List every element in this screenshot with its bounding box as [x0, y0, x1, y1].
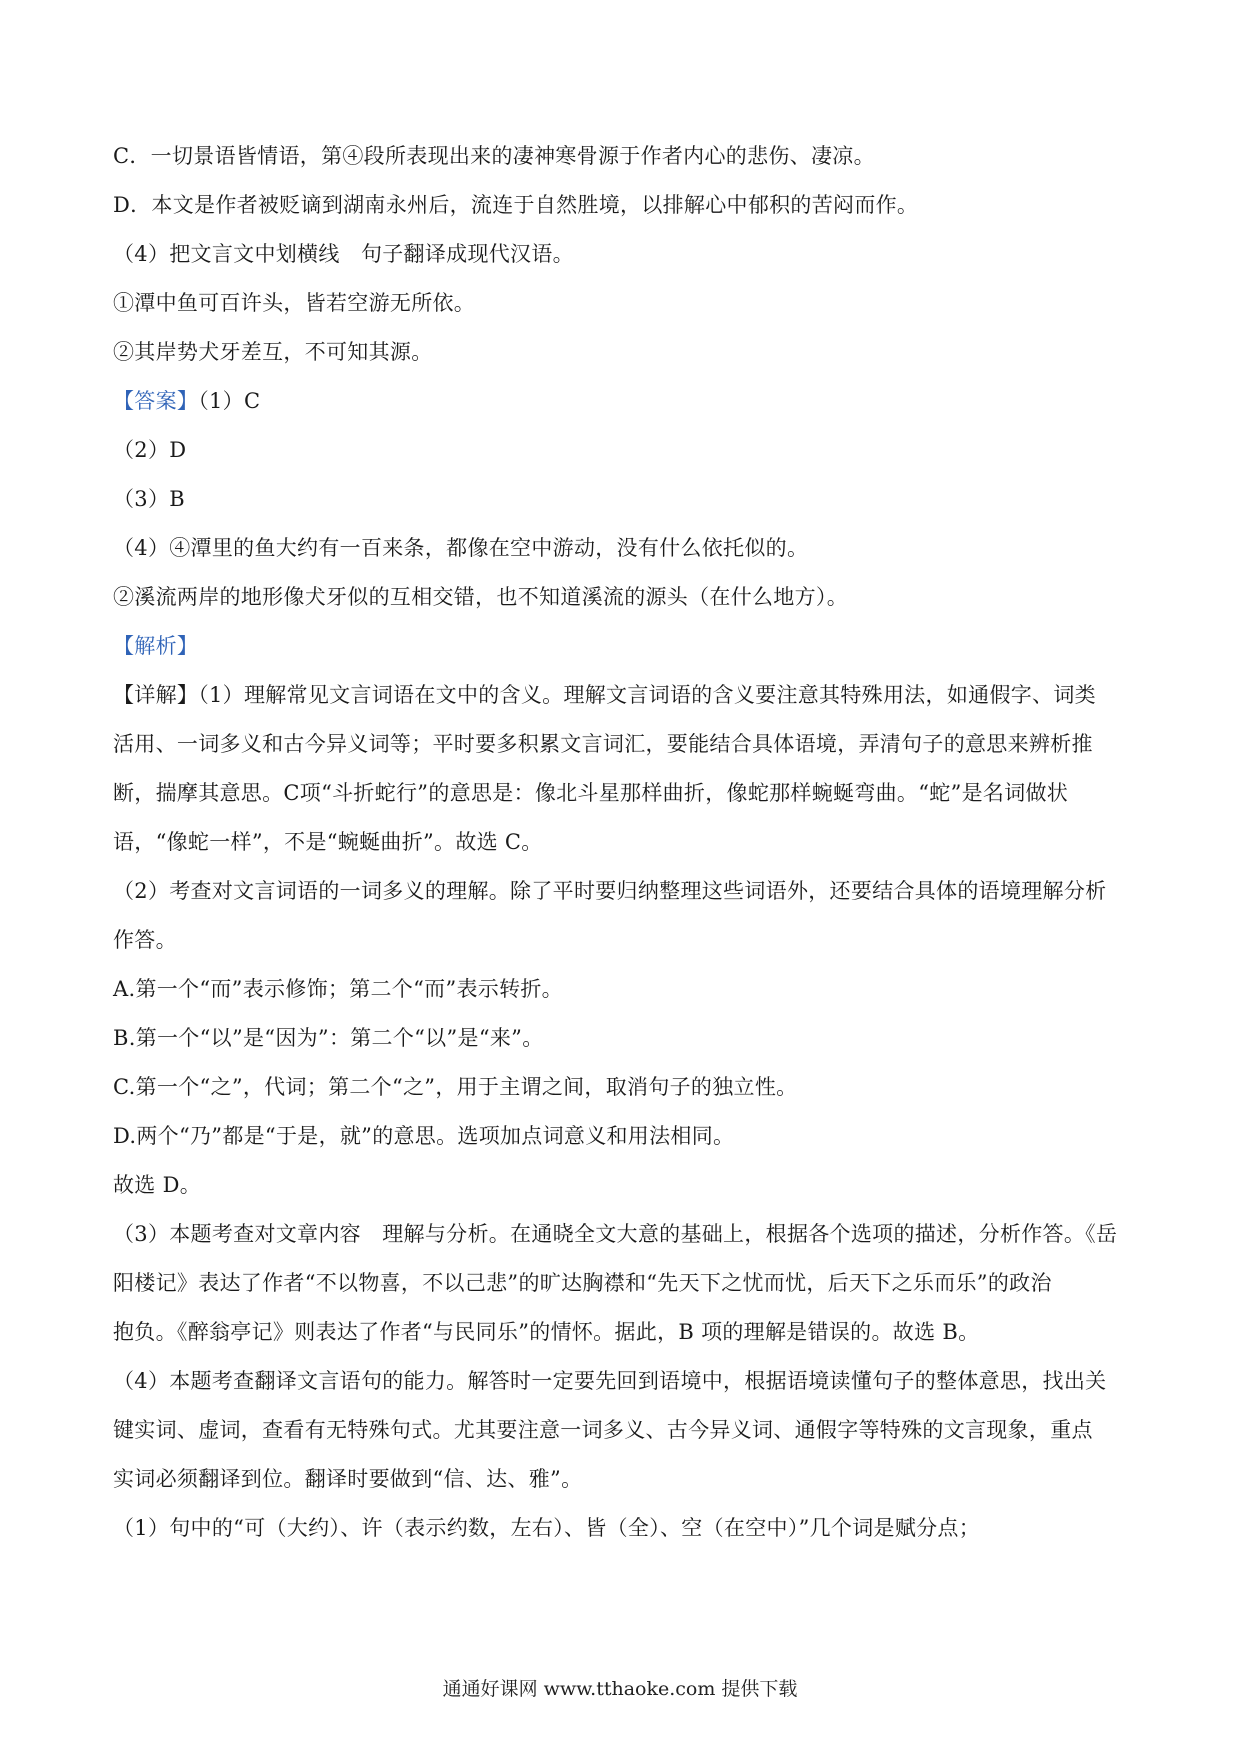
answer-label: 【答案】 [113, 389, 199, 413]
detail-p4-line3: 实词必须翻译到位。翻译时要做到“信、达、雅”。 [113, 1467, 583, 1491]
sentence-2-text: ②其岸势犬牙差互，不可知其源。 [113, 340, 433, 364]
detail-p2-option-a: A.第一个“而”表示修饰；第二个“而”表示转折。 [113, 977, 563, 1001]
detail-p2-conclusion: 故选 D。 [113, 1173, 202, 1197]
answer-4: （4）④潭里的鱼大约有一百来条，都像在空中游动，没有什么依托似的。 [113, 536, 809, 560]
detail-p1-line2: 活用、一词多义和古今异义词等；平时要多积累文言词汇，要能结合具体语境，弄清句子的意思来辨析推 [113, 732, 1093, 756]
detail-p1-line4: 语，“像蛇一样”，不是“蜿蜒曲折”。故选 C。 [113, 830, 543, 854]
answer-2: （2）D [113, 438, 187, 462]
detail-p3-line1: （3）本题考查对文章内容 理解与分析。在通晓全文大意的基础上，根据各个选项的描述，分析作答。《岳 [113, 1222, 1118, 1246]
answer-1: （1）C [198, 389, 261, 413]
detail-p3-line3: 抱负。《醉翁亭记》则表达了作者“与民同乐”的情怀。据此，B 项的理解是错误的。故选 B。 [113, 1320, 980, 1344]
document-body [113, 140, 1133, 1561]
analysis-label: 【解析】 [113, 634, 199, 658]
detail-p4-line1: （4）本题考查翻译文言语句的能力。解答时一定要先回到语境中，根据语境读懂句子的整体意思，找出关 [113, 1369, 1107, 1393]
detail-p4-line4: （1）句中的“可（大约）、许（表示约数，左右）、皆（全）、空（在空中）”几个词是赋分点； [113, 1516, 981, 1540]
option-c-text: C．一切景语皆情语，第④段所表现出来的凄神寒骨源于作者内心的悲伤、凄凉。 [113, 144, 875, 168]
detail-p2-option-c: C.第一个“之”，代词；第二个“之”，用于主谓之间，取消句子的独立性。 [113, 1075, 798, 1099]
page-footer: 通通好课网 www.tthaoke.com 提供下载 [442, 1678, 798, 1700]
detail-p4-line2: 键实词、虚词，查看有无特殊句式。尤其要注意一词多义、古今异义词、通假字等特殊的文言现象，重点 [113, 1418, 1093, 1442]
sentence-1-text: ①潭中鱼可百许头，皆若空游无所依。 [113, 291, 476, 315]
answer-line-1 [113, 385, 1133, 417]
detail-p2-option-b: B.第一个“以”是“因为”：第二个“以”是“来”。 [113, 1026, 544, 1050]
answer-4b: ②溪流两岸的地形像犬牙似的互相交错，也不知道溪流的源头（在什么地方）。 [113, 585, 848, 609]
question-4-text: （4）把文言文中划横线 句子翻译成现代汉语。 [113, 242, 574, 266]
detail-p2-line2: 作答。 [113, 928, 177, 952]
detail-p2-option-d: D.两个“乃”都是“于是，就”的意思。选项加点词意义和用法相同。 [113, 1124, 735, 1148]
detail-p1-line3: 断，揣摩其意思。C项“斗折蛇行”的意思是：像北斗星那样曲折，像蛇那样蜿蜒弯曲。“蛇”是名词做状 [113, 781, 1069, 805]
option-d-text: D．本文是作者被贬谪到湖南永州后，流连于自然胜境，以排解心中郁积的苦闷而作。 [113, 193, 919, 217]
detail-p2-line1: （2）考查对文言词语的一词多义的理解。除了平时要归纳整理这些词语外，还要结合具体的语境理解分析 [113, 879, 1107, 903]
detail-p1-line1: 【详解】（1）理解常见文言词语在文中的含义。理解文言词语的含义要注意其特殊用法，如通假字、词类 [113, 683, 1096, 707]
detail-p3-line2: 阳楼记》表达了作者“不以物喜，不以己悲”的旷达胸襟和“先天下之忧而忧，后天下之乐而乐”的政治 [113, 1271, 1052, 1295]
answer-3: （3）B [113, 487, 185, 511]
